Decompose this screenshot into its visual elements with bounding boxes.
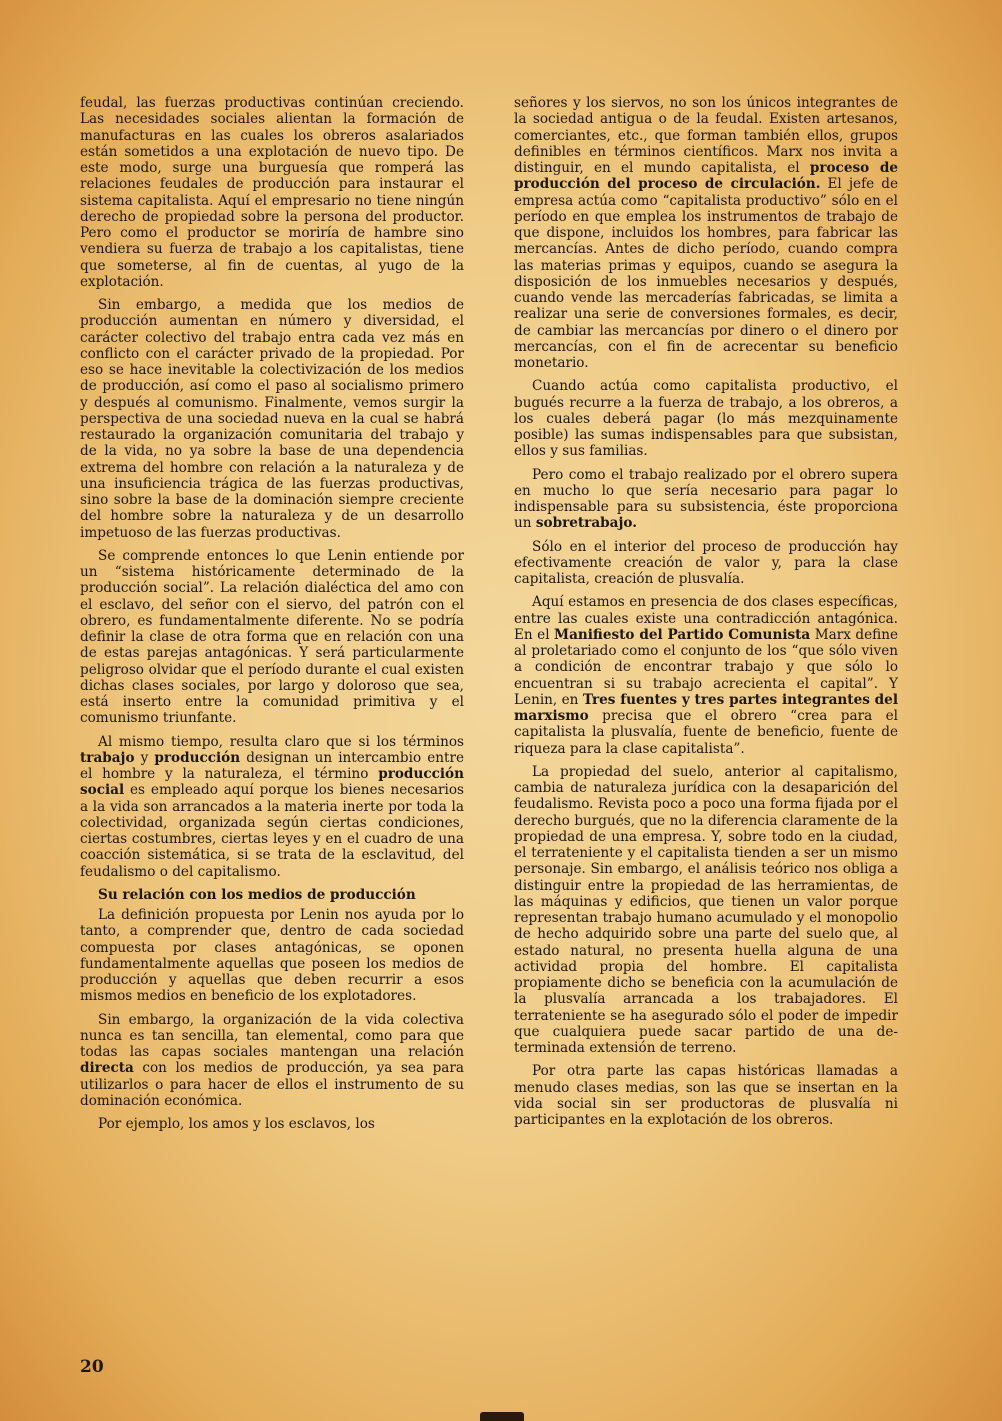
bold-term: proceso de producción del proceso de circulación. [514,160,898,193]
left-column [80,95,464,1139]
paragraph [80,1012,464,1110]
bold-term: directa [80,1060,134,1077]
text-run: Pero como el trabajo realizado por el obrero supera en mucho lo que sería necesario para pagar lo indispensable para su subsistencia, éste proporciona un [514,466,898,532]
paragraph [514,594,898,757]
bold-term: producción social [80,766,464,799]
paragraph: La propiedad del suelo, anterior al capitalismo, cambia de naturaleza jurídica con la desaparición del feudalismo. Revista poco a poco una forma fijada por el derecho burgués, que no la diferencia claramente de la propiedad de una empresa. Y, sobre todo en la ciudad, el terrateniente y el capitalista tienden a ser un mismo personaje. Sin embargo, el análisis teórico nos obliga a distinguir entre la propiedad de las herramientas, de las máquinas y edificios, que tienen un valor porque representan trabajo humano acumulado y el monopolio de hecho adquirido sobre una parte del suelo que, al estado natural, no presenta huella alguna de una actividad propia del hombre. El capitalista propiamente dicho se beneficia con la acumulación de la plusvalía arrancada a los trabajadores. El terrateniente se ha asegurado sólo el poder de impedir que cualquiera puede sacar partido de una determinada extensión de terreno. [514,763,898,1056]
text-run: designan un intercambio entre el hombre y la naturaleza, el término [80,749,464,782]
bold-term: Manifiesto del Partido Comunista [554,626,811,643]
paragraph: La definición propuesta por Lenin nos ayuda por lo tanto, a comprender que, dentro de cada sociedad compuesta por clases antagónicas, se oponen fundamentalmente aquellas que poseen los medios de producción y aquellas que deben recurrir a esos mismos medios en beneficio de los explotadores. [80,907,464,1005]
paragraph [80,734,464,880]
text-run: señores y los siervos, no son los únicos integrantes de la sociedad antigua o de la feudal. Existen artesanos, comerciantes, etc., que forman también ellos, grupos definibles en términos científicos. Marx nos invita a distinguir, en el mundo capitalista, el [514,95,898,176]
paragraph: Sin embargo, a medida que los medios de producción aumentan en número y diversidad, el carácter colectivo del trabajo entra cada vez más en conflicto con el carácter privado de la propiedad. Por eso se hace inevitable la colectivización de los medios de producción, así como el paso al socialismo primero y después al comunismo. Finalmente, vemos surgir la perspectiva de una sociedad nueva en la cual se habrá restaurado la organización comunitaria del trabajo y de la vida, no ya sobre la base de una dependencia extrema del hombre con relación a la naturaleza y de una insuficiencia trágica de las fuerzas productivas, sino sobre la base de la dominación siempre creciente del hombre sobre la naturaleza y de un desarrollo impetuoso de las fuerzas productivas. [80,297,464,541]
section-heading: Su relación con los medios de producción [98,886,416,903]
text-run: y [134,749,155,766]
bold-term: trabajo [80,749,135,766]
binding-mark [480,1412,524,1421]
text-run: Aquí estamos en presencia de dos clases específicas, entre las cuales existe una contradicción antagónica. En el [514,594,898,643]
text-run: Sin embargo, la organización de la vida colectiva nunca es tan sencilla, tan elemental, como para que todas las capas sociales mantengan una relación [80,1011,464,1060]
paragraph [514,95,898,371]
paragraph: Cuando actúa como capitalista productivo, el bugués recurre a la fuerza de trabajo, a los obreros, a los cuales deberá pagar (lo más mezquinamente posible) las sumas indispensables para que subsistan, ellos y sus familias. [514,378,898,460]
paragraph: Por otra parte las capas históricas llamadas a menudo clases medias, son las que se insertan en la vida social sin ser productoras de plusvalía ni participantes en la explotación de los obreros. [514,1063,898,1128]
text-run: con los medios de producción, ya sea para utilizarlos o para hacer de ellos el instrumento de su dominación económica. [80,1060,464,1109]
paragraph: feudal, las fuerzas productivas continúan creciendo. Las necesidades sociales alientan la formación de manufacturas en las cuales los obreros asalariados están sometidos a una explotación de nuevo tipo. De este modo, surge una burguesía que romperá las relaciones feudales de producción para instaurar el sistema capitalista. Aquí el empresario no tiene ningún derecho de propiedad sobre la persona del productor. Pero como el productor se moriría de hambre sino vendiera su fuerza de trabajo a los capitalistas, tiene que someterse, al fin de cuentas, al yugo de la explotación. [80,95,464,290]
text-run: es empleado aquí porque los bienes necesarios a la vida son arrancados a la materia inerte por toda la colectividad, organizada según ciertas condiciones, ciertas costumbres, ciertas leyes y en el cuadro de una coacción sistemática, si se trata de la esclavitud, del feudalismo o del capitalismo. [80,782,464,880]
paragraph: Sólo en el interior del proceso de producción hay efectivamente creación de valor y, para la clase capitalista, creación de plusvalía. [514,538,898,587]
text-run: Marx define al proletariado como el conjunto de los “que sólo viven a condición de encontrar trabajo y que sólo lo encuentran si su trabajo acrecienta el capital”. Y Lenin, en [514,626,898,708]
bold-term: producción [154,749,241,766]
paragraph: Se comprende entonces lo que Lenin entiende por un “sistema históricamente determinado de la producción social”. La relación dialéctica del amo con el esclavo, del señor con el siervo, del patrón con el obrero, es fundamentalmente diferente. No se podría definir la clase de otra forma que en relación con una de estas parejas antagónicas. Y será particularmente peligroso olvidar que el período durante el cual existen dichas clases sociales, por largo y doloroso que sea, está inserto entre la comunidad primitiva y el comunismo triunfante. [80,547,464,727]
text-run: Al mismo tiempo, resulta claro que si los términos [98,733,464,750]
bold-term: Tres fuentes y tres partes integrantes del marxismo [514,691,898,724]
paragraph: Por ejemplo, los amos y los esclavos, los [98,1116,375,1132]
text-run: El jefe de empresa actúa como “capitalista productivo” sólo en el período en que emplea los instrumentos de trabajo de que dispone, incluidos los hombres, para fabricar las mercancías. Antes de dicho período, cuando compra las materias primas y equipos, cuando se asegura la disposición de los inmuebles necesarios y después, cuando vende las mercaderías fabricadas, se limita a realizar una serie de conversiones formales, es decir, de cambiar las mercancías por dinero o el dinero por mercancías, con el fin de acrecentar su beneficio monetario. [514,176,898,371]
page-number: 20 [80,1357,104,1377]
bold-term: sobretrabajo. [535,515,637,532]
right-column [514,95,898,1135]
paragraph [514,467,898,532]
text-run: precisa que el obrero “crea para el capitalista la plusvalía, fuente de beneficio, fuente de riqueza para la clase capitalista”. [514,708,898,757]
